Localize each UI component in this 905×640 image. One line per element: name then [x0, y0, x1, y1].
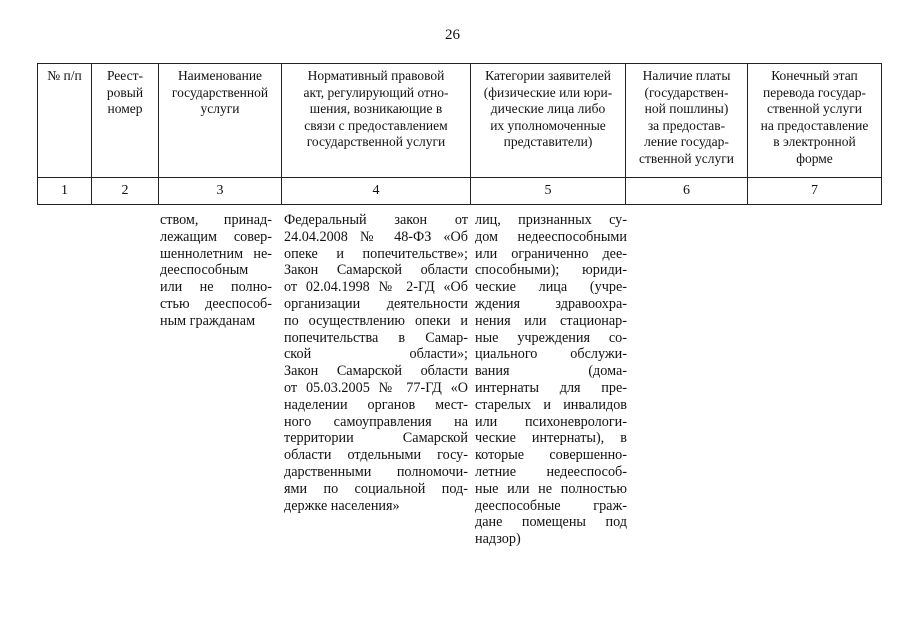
text-line: Закон Самарской области — [284, 363, 468, 380]
header-cell-legal-act: Нормативный правовой акт, регулирующий отно- шения, возникающие в связи с предоставлением государственной услуги — [282, 64, 471, 178]
text-line: летние недееспособ- — [475, 463, 627, 480]
text-line: ческие лица (учре- — [475, 279, 627, 296]
header-cell-fee: Наличие платы (государствен- ной пошлины) за предостав- ление государ- ственной услуги — [626, 64, 748, 178]
text-line: от 02.04.1998 № 2-ГД «Об — [284, 279, 468, 296]
text-line: лиц, признанных су- — [475, 212, 627, 228]
header-row — [38, 64, 882, 178]
text-line: или ограниченно дее- — [475, 245, 627, 262]
text-line: нения или стационар- — [475, 312, 627, 329]
column-number: 2 — [92, 178, 159, 205]
header-cell-final-stage: Конечный этап перевода государ- ственной услуги на предоставление в электронной форме — [748, 64, 882, 178]
column-number: 1 — [38, 178, 92, 205]
text-line: Федеральный закон от — [284, 212, 468, 228]
text-line: территории Самарской — [284, 430, 468, 447]
text-line: или психоневрологи- — [475, 413, 627, 430]
text-line: ные или не полностью — [475, 480, 627, 497]
text-line: держке населения» — [284, 497, 400, 514]
legal-act-continuation — [284, 212, 468, 514]
text-line: или не полно- — [160, 279, 272, 296]
text-line: которые совершенно- — [475, 447, 627, 464]
text-line: надзор) — [475, 531, 521, 548]
column-number: 4 — [282, 178, 471, 205]
text-line: вания (дома- — [475, 363, 627, 380]
column-number-row — [38, 178, 882, 205]
text-line: Закон Самарской области — [284, 262, 468, 279]
text-line: дееспособные граж- — [475, 497, 627, 514]
text-line: дарственными полномочи- — [284, 463, 468, 480]
column-number: 3 — [159, 178, 282, 205]
text-line: дом недееспособными — [475, 228, 627, 245]
text-line: интернаты для пре- — [475, 379, 627, 396]
applicant-categories-continuation — [475, 212, 627, 548]
text-line: лежащим совер- — [160, 228, 272, 245]
text-line: ской области»; — [284, 346, 468, 363]
text-line: ями по социальной под- — [284, 480, 468, 497]
text-line: организации деятельности — [284, 295, 468, 312]
text-line: от 05.03.2005 № 77-ГД «О — [284, 379, 468, 396]
column-number: 6 — [626, 178, 748, 205]
text-line: циального обслужи- — [475, 346, 627, 363]
text-line: способными); юриди- — [475, 262, 627, 279]
service-name-continuation — [160, 212, 272, 330]
text-line: дееспособным — [160, 262, 249, 279]
text-line: ные учреждения со- — [475, 329, 627, 346]
text-line: наделении органов мест- — [284, 396, 468, 413]
header-cell-registry: Реест- ровый номер — [92, 64, 159, 178]
text-line: ного самоуправления на — [284, 413, 468, 430]
header-cell-service-name: Наименование государственной услуги — [159, 64, 282, 178]
header-cell-applicants: Категории заявителей (физические или юри- дические лица либо их уполномоченные представители) — [471, 64, 626, 178]
header-cell-number: № п/п — [38, 64, 92, 178]
text-line: попечительства в Самар- — [284, 329, 468, 346]
text-line: ным гражданам — [160, 312, 256, 329]
text-line: стью дееспособ- — [160, 295, 272, 312]
column-number: 7 — [748, 178, 882, 205]
text-line: опеке и попечительстве»; — [284, 245, 468, 262]
text-line: ческие интернаты), в — [475, 430, 627, 447]
text-line: области отдельными госу- — [284, 447, 468, 464]
text-line: 24.04.2008 № 48-ФЗ «Об — [284, 228, 468, 245]
text-line: старелых и инвалидов — [475, 396, 627, 413]
page-number: 26 — [445, 27, 460, 43]
text-line: по осуществлению опеки и — [284, 312, 468, 329]
column-number: 5 — [471, 178, 626, 205]
text-line: дане помещены под — [475, 514, 627, 531]
text-line: ждения здравоохра- — [475, 295, 627, 312]
text-line: ством, принад- — [160, 212, 272, 228]
text-line: шеннолетним не- — [160, 245, 272, 262]
service-table-header — [37, 63, 882, 205]
